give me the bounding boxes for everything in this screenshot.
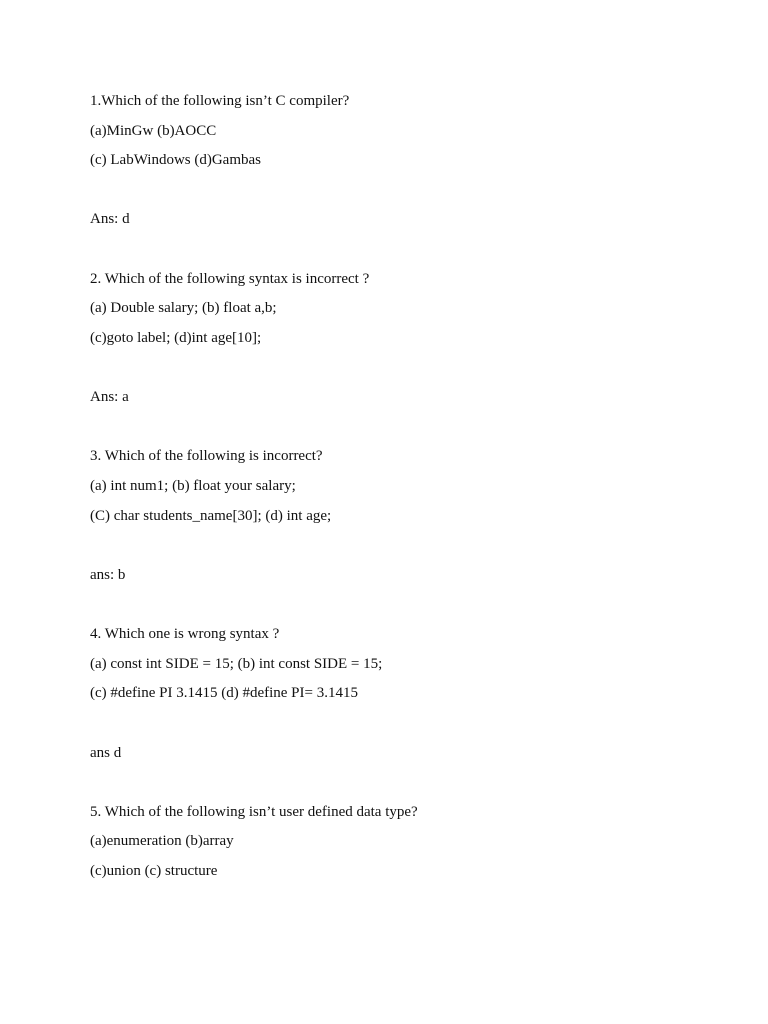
question-4-text: 4. Which one is wrong syntax ? — [90, 626, 280, 642]
question-4-options-line-1: (a) const int SIDE = 15; (b) int const SIDE = 15; — [90, 656, 383, 672]
question-4-options-line-2: (c) #define PI 3.1415 (d) #define PI= 3.1415 — [90, 685, 358, 701]
question-4-answer: ans d — [90, 745, 122, 761]
question-3-text: 3. Which of the following is incorrect? — [90, 448, 323, 464]
question-3-options-line-1: (a) int num1; (b) float your salary; — [90, 478, 296, 494]
question-2-options-line-2: (c)goto label; (d)int age[10]; — [90, 330, 262, 346]
question-1-options-line-2: (c) LabWindows (d)Gambas — [90, 152, 262, 168]
question-2-answer: Ans: a — [90, 389, 129, 405]
question-2-text: 2. Which of the following syntax is incorrect ? — [90, 271, 370, 287]
question-1-answer: Ans: d — [90, 211, 130, 227]
question-2-options-line-1: (a) Double salary; (b) float a,b; — [90, 300, 277, 316]
question-3-options-line-2: (C) char students_name[30]; (d) int age; — [90, 508, 332, 524]
question-5-options-line-1: (a)enumeration (b)array — [90, 833, 234, 849]
question-1-text: 1.Which of the following isn’t C compiler? — [90, 93, 350, 109]
question-3-answer: ans: b — [90, 567, 126, 583]
question-5-options-line-2: (c)union (c) structure — [90, 863, 218, 879]
question-5-text: 5. Which of the following isn’t user defined data type? — [90, 804, 418, 820]
question-1-options-line-1: (a)MinGw (b)AOCC — [90, 123, 217, 139]
